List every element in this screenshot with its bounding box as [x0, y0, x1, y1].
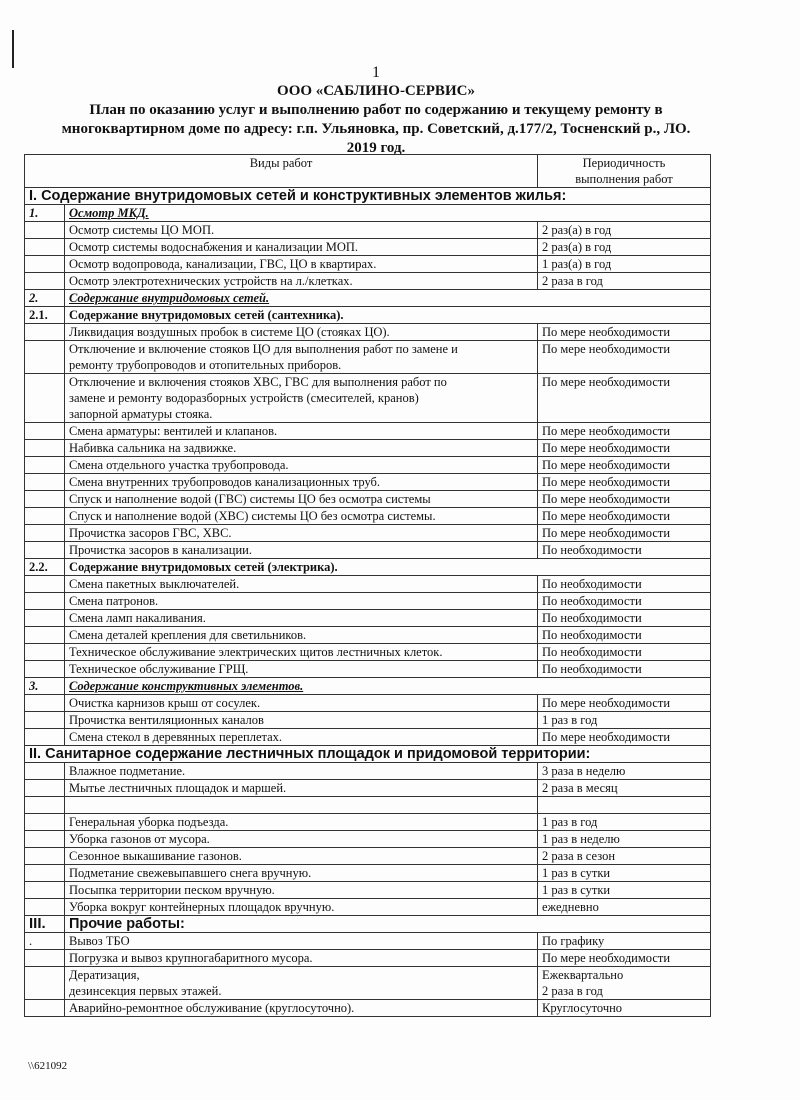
subsubsection-row	[25, 307, 711, 324]
table-row	[25, 423, 711, 440]
subsection-number: 1.	[25, 205, 65, 222]
work-cell: Генеральная уборка подъезда.	[65, 814, 538, 831]
row-mark: .	[25, 933, 65, 950]
freq-cell: 2 раз(а) в год	[538, 239, 711, 256]
subsection-title: Содержание конструктивных элементов.	[65, 678, 711, 695]
table-row	[25, 491, 711, 508]
freq-cell: По мере необходимости	[538, 423, 711, 440]
work-cell: Очистка карнизов крыш от сосулек.	[65, 695, 538, 712]
work-cell: Сезонное выкашивание газонов.	[65, 848, 538, 865]
work-cell: Вывоз ТБО	[65, 933, 538, 950]
freq-cell: По мере необходимости	[538, 525, 711, 542]
table-row	[25, 239, 711, 256]
work-cell: Осмотр электротехнических устройств на л./клетках.	[65, 273, 538, 290]
table-row	[25, 222, 711, 239]
freq-cell: По мере необходимости	[538, 729, 711, 746]
subsubsection-number: 2.2.	[25, 559, 65, 576]
table-row	[25, 341, 711, 374]
freq-cell: 2 раз(а) в год	[538, 222, 711, 239]
table-row	[25, 899, 711, 916]
work-cell: Смена отдельного участка трубопровода.	[65, 457, 538, 474]
table-row	[25, 593, 711, 610]
freq-cell: По мере необходимости	[538, 341, 711, 374]
work-cell: Техническое обслуживание электрических щитов лестничных клеток.	[65, 644, 538, 661]
margin-mark	[12, 30, 14, 68]
freq-cell: По мере необходимости	[538, 508, 711, 525]
table-row	[25, 814, 711, 831]
freq-cell: По мере необходимости	[538, 374, 711, 423]
table-row	[25, 610, 711, 627]
table-row	[25, 729, 711, 746]
work-cell: Смена пакетных выключателей.	[65, 576, 538, 593]
freq-cell: По мере необходимости	[538, 457, 711, 474]
freq-cell: По мере необходимости	[538, 695, 711, 712]
work-cell: Осмотр водопровода, канализации, ГВС, ЦО в квартирах.	[65, 256, 538, 273]
subsection-title: Осмотр МКД.	[65, 205, 711, 222]
table-row	[25, 374, 711, 423]
freq-cell: 2 раза в сезон	[538, 848, 711, 865]
table-row	[25, 273, 711, 290]
freq-cell: 1 раз в сутки	[538, 882, 711, 899]
table-row	[25, 457, 711, 474]
freq-cell: По необходимости	[538, 661, 711, 678]
freq-cell: По необходимости	[538, 576, 711, 593]
table-row	[25, 848, 711, 865]
table-row	[25, 525, 711, 542]
freq-cell: Круглосуточно	[538, 1000, 711, 1017]
freq-cell: 1 раз в сутки	[538, 865, 711, 882]
empty-row	[25, 797, 711, 814]
document-code: \\621092	[28, 1060, 68, 1072]
section-number: III.	[25, 916, 65, 933]
work-cell: Осмотр системы водоснабжения и канализации МОП.	[65, 239, 538, 256]
section-row	[25, 188, 711, 205]
subsubsection-title: Содержание внутридомовых сетей (электрика).	[65, 559, 711, 576]
freq-cell: ежедневно	[538, 899, 711, 916]
work-cell: Смена стекол в деревянных переплетах.	[65, 729, 538, 746]
table-row	[25, 967, 711, 1000]
table-row	[25, 763, 711, 780]
freq-cell: По мере необходимости	[538, 950, 711, 967]
work-cell: Погрузка и вывоз крупногабаритного мусора.	[65, 950, 538, 967]
subsubsection-title: Содержание внутридомовых сетей (сантехника).	[65, 307, 711, 324]
table-row	[25, 712, 711, 729]
work-cell: Смена внутренних трубопроводов канализационных труб.	[65, 474, 538, 491]
freq-cell: 1 раз(а) в год	[538, 256, 711, 273]
table-row	[25, 474, 711, 491]
work-cell: Набивка сальника на задвижке.	[65, 440, 538, 457]
table-row	[25, 508, 711, 525]
section-title: I. Содержание внутридомовых сетей и конструктивных элементов жилья:	[25, 188, 711, 205]
table-row	[25, 865, 711, 882]
work-cell: Техническое обслуживание ГРЩ.	[65, 661, 538, 678]
freq-cell: По мере необходимости	[538, 491, 711, 508]
freq-cell: По необходимости	[538, 610, 711, 627]
table-header-row	[25, 155, 711, 188]
work-cell: Смена ламп накаливания.	[65, 610, 538, 627]
freq-cell: По графику	[538, 933, 711, 950]
subsection-row	[25, 290, 711, 307]
subsection-title: Содержание внутридомовых сетей.	[65, 290, 711, 307]
freq-cell: По необходимости	[538, 644, 711, 661]
freq-cell: 1 раз в неделю	[538, 831, 711, 848]
freq-cell: По необходимости	[538, 542, 711, 559]
freq-cell: 3 раза в неделю	[538, 763, 711, 780]
work-cell: Ликвидация воздушных пробок в системе ЦО (стояках ЦО).	[65, 324, 538, 341]
subsection-number: 2.	[25, 290, 65, 307]
freq-cell: По мере необходимости	[538, 474, 711, 491]
table-row	[25, 627, 711, 644]
work-cell: Аварийно-ремонтное обслуживание (круглосуточно).	[65, 1000, 538, 1017]
work-cell: Отключение и включение стояков ЦО для выполнения работ по замене и ремонту трубопроводов и отопительных приборов.	[65, 341, 538, 374]
freq-cell: По мере необходимости	[538, 324, 711, 341]
work-cell: Смена деталей крепления для светильников.	[65, 627, 538, 644]
table-row	[25, 1000, 711, 1017]
section-title: II. Санитарное содержание лестничных площадок и придомовой территории:	[25, 746, 711, 763]
work-cell: Посыпка территории песком вручную.	[65, 882, 538, 899]
freq-cell: 2 раза в год	[538, 273, 711, 290]
col-header-freq: Периодичность выполнения работ	[538, 155, 711, 188]
work-cell: Влажное подметание.	[65, 763, 538, 780]
freq-cell: 2 раза в месяц	[538, 780, 711, 797]
col-header-works: Виды работ	[25, 155, 538, 188]
work-cell: Дератизация, дезинсекция первых этажей.	[65, 967, 538, 1000]
subsubsection-number: 2.1.	[25, 307, 65, 324]
table-row	[25, 324, 711, 341]
subsection-number: 3.	[25, 678, 65, 695]
table-row	[25, 440, 711, 457]
work-cell: Прочистка засоров в канализации.	[65, 542, 538, 559]
table-row	[25, 695, 711, 712]
subsubsection-row	[25, 559, 711, 576]
page-number: 1	[372, 64, 380, 81]
table-row	[25, 950, 711, 967]
table-row	[25, 542, 711, 559]
freq-cell: По необходимости	[538, 627, 711, 644]
work-cell: Уборка вокруг контейнерных площадок вручную.	[65, 899, 538, 916]
freq-cell: По мере необходимости	[538, 440, 711, 457]
table-row	[25, 780, 711, 797]
plan-title-line1: План по оказанию услуг и выполнению работ по содержанию и текущему ремонту в	[89, 102, 663, 118]
work-cell: Осмотр системы ЦО МОП.	[65, 222, 538, 239]
work-cell: Спуск и наполнение водой (ГВС) системы ЦО без осмотра системы	[65, 491, 538, 508]
freq-cell: 1 раз в год	[538, 814, 711, 831]
work-cell: Уборка газонов от мусора.	[65, 831, 538, 848]
table-row	[25, 661, 711, 678]
table-row	[25, 882, 711, 899]
work-cell: Мытье лестничных площадок и маршей.	[65, 780, 538, 797]
work-cell: Спуск и наполнение водой (ХВС) системы ЦО без осмотра системы.	[65, 508, 538, 525]
plan-title-line2: многоквартирном доме по адресу: г.п. Ульяновка, пр. Советский, д.177/2, Тосненский р., ЛО.	[61, 121, 691, 137]
freq-cell: Ежеквартально 2 раза в год	[538, 967, 711, 1000]
work-cell: Смена арматуры: вентилей и клапанов.	[65, 423, 538, 440]
section-title: Прочие работы:	[65, 916, 711, 933]
company-name: ООО «САБЛИНО-СЕРВИС»	[277, 83, 475, 99]
section-row	[25, 746, 711, 763]
work-cell: Смена патронов.	[65, 593, 538, 610]
freq-cell: 1 раз в год	[538, 712, 711, 729]
work-cell: Прочистка вентиляционных каналов	[65, 712, 538, 729]
work-cell: Отключение и включения стояков ХВС, ГВС для выполнения работ по замене и ремонту водоразборных устройств (смесителей, кранов) запорной арматуры стояка.	[65, 374, 538, 423]
table-row	[25, 933, 711, 950]
table-row	[25, 831, 711, 848]
plan-year: 2019 год.	[346, 140, 406, 156]
section-row	[25, 916, 711, 933]
table-row	[25, 256, 711, 273]
works-table	[24, 154, 711, 1017]
subsection-row	[25, 205, 711, 222]
work-cell: Подметание свежевыпавшего снега вручную.	[65, 865, 538, 882]
table-row	[25, 644, 711, 661]
work-cell: Прочистка засоров ГВС, ХВС.	[65, 525, 538, 542]
subsection-row	[25, 678, 711, 695]
document-header	[30, 82, 722, 158]
table-row	[25, 576, 711, 593]
freq-cell: По необходимости	[538, 593, 711, 610]
